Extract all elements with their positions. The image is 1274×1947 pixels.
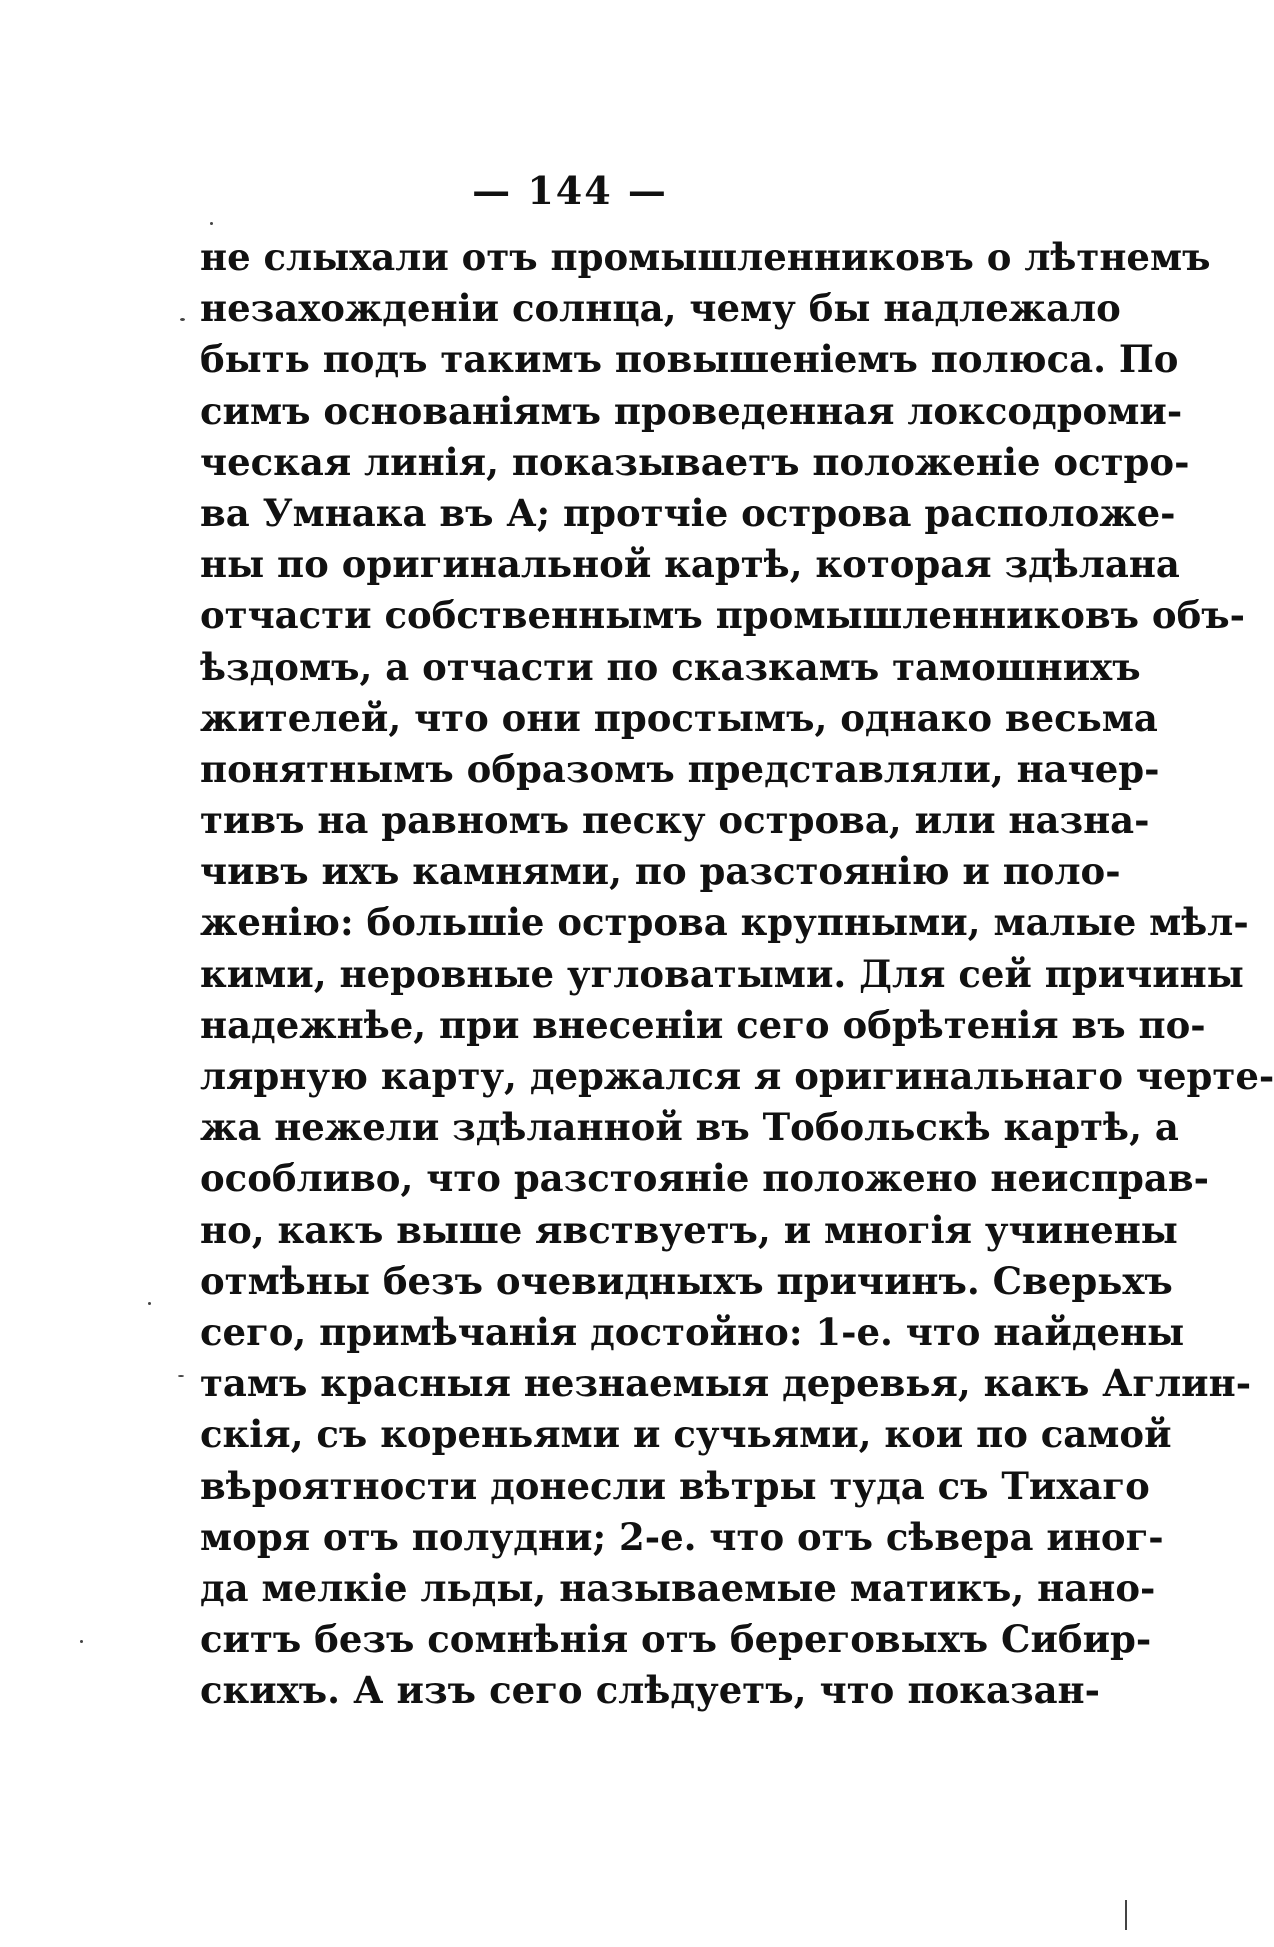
text-line: ва Умнака въ А; протчіе острова расположе-	[200, 490, 1176, 535]
scan-speck	[210, 222, 213, 225]
scan-speck	[178, 1375, 184, 1377]
text-line: лярную карту, держался я оригинальнаго черте-	[200, 1054, 1274, 1098]
text-line: ситъ безъ сомнѣнія отъ береговыхъ Сибир-	[200, 1617, 1152, 1662]
text-line: ны по оригинальной картѣ, которая здѣлана	[200, 542, 1180, 587]
text-line: жа нежели здѣланной въ Тобольскѣ картѣ, а	[200, 1105, 1179, 1150]
text-line: отчасти собственнымъ промышленниковъ объ-	[200, 593, 1246, 638]
text-line: ческая линія, показываетъ положеніе остро-	[200, 439, 1190, 484]
page-number: — 144 —	[472, 168, 668, 213]
text-line: чивъ ихъ камнями, по разстоянію и поло-	[200, 849, 1121, 894]
text-line: отмѣны безъ очевидныхъ причинъ. Сверьхъ	[200, 1258, 1173, 1303]
scan-speck	[1125, 1900, 1127, 1930]
text-line: да мелкіе льды, называемые матикъ, нано-	[200, 1565, 1156, 1610]
text-line: кими, неровные угловатыми. Для сей причины	[200, 951, 1244, 996]
text-line: скія, съ кореньями и сучьями, кои по самой	[200, 1412, 1172, 1457]
scan-speck	[80, 1640, 83, 1643]
text-line: понятнымъ образомъ представляли, начер-	[200, 746, 1160, 791]
scan-speck	[148, 1302, 151, 1305]
text-line: надежнѣе, при внесеніи сего обрѣтенія въ по-	[200, 1002, 1206, 1047]
text-line: женію: большіе острова крупными, малые мѣл-	[200, 900, 1249, 945]
text-line: моря отъ полудни; 2-е. что отъ сѣвера иног-	[200, 1514, 1164, 1559]
text-line: ѣздомъ, а отчасти по сказкамъ тамошнихъ	[200, 644, 1141, 689]
text-line: симъ основаніямъ проведенная локсодроми-	[200, 388, 1183, 433]
text-line: но, какъ выше явствуетъ, и многія учинены	[200, 1207, 1178, 1252]
text-line: жителей, что они простымъ, однако весьма	[200, 695, 1158, 740]
text-line: незахожденіи солнца, чему бы надлежало	[200, 286, 1121, 331]
text-line: скихъ. А изъ сего слѣдуетъ, что показан-	[200, 1668, 1100, 1713]
body-text	[200, 232, 1274, 1716]
text-line: быть подъ такимъ повышеніемъ полюса. По	[200, 337, 1179, 382]
scan-speck	[180, 318, 185, 321]
text-line: сего, примѣчанія достойно: 1-е. что найдены	[200, 1309, 1185, 1354]
text-line: тивъ на равномъ песку острова, или назна-	[200, 798, 1150, 843]
text-line: особливо, что разстояніе положено неисправ-	[200, 1156, 1209, 1201]
text-line: не слыхали отъ промышленниковъ о лѣтнемъ	[200, 235, 1211, 279]
text-line: тамъ красныя незнаемыя деревья, какъ Аглин-	[200, 1361, 1252, 1406]
text-line: вѣроятности донесли вѣтры туда съ Тихаго	[200, 1463, 1150, 1508]
